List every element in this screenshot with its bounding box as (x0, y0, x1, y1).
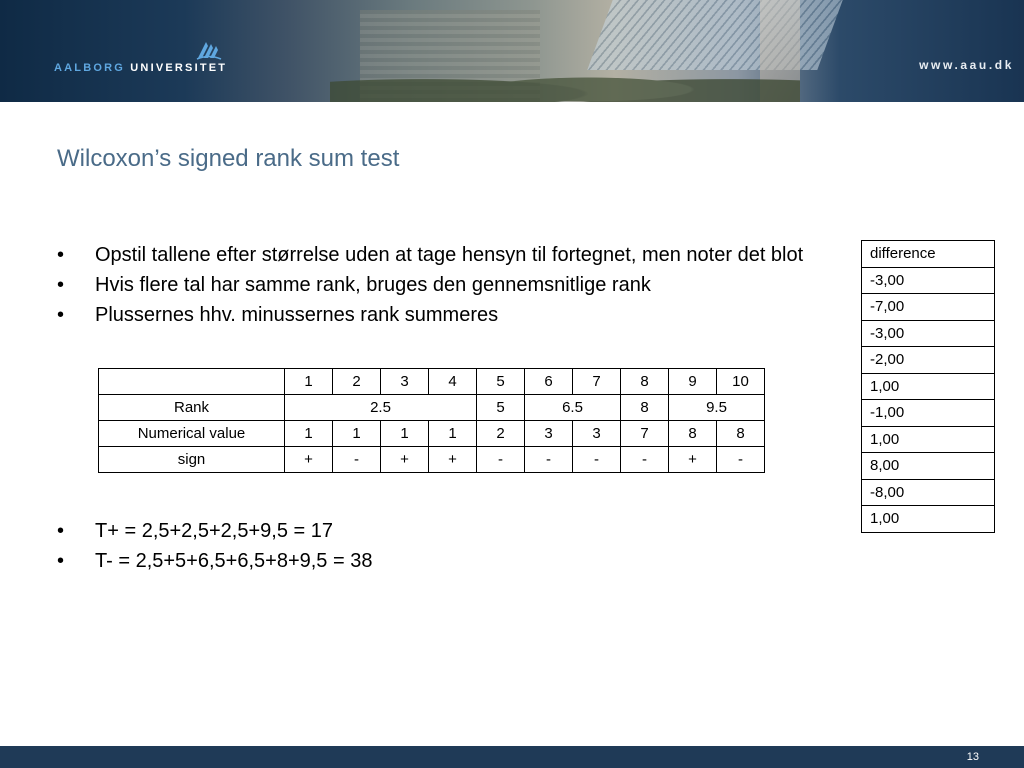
difference-value: 8,00 (862, 453, 995, 480)
site-url[interactable]: www.aau.dk (919, 58, 1014, 72)
table-cell: 1 (333, 421, 381, 447)
bullet-item: • Opstil tallene efter størrelse uden at tage hensyn til fortegnet, men noter det blot (57, 240, 817, 270)
table-cell: - (573, 447, 621, 473)
university-logo-icon (196, 40, 222, 60)
row-label: Numerical value (99, 421, 285, 447)
difference-header: difference (862, 241, 995, 268)
table-cell: 2 (333, 369, 381, 395)
difference-value: -3,00 (862, 320, 995, 347)
table-cell: - (333, 447, 381, 473)
difference-value: 1,00 (862, 426, 995, 453)
table-cell: 8 (717, 421, 765, 447)
table-cell: + (669, 447, 717, 473)
row-label: Rank (99, 395, 285, 421)
table-cell: 3 (381, 369, 429, 395)
row-label: sign (99, 447, 285, 473)
rank-table-rank-row (99, 395, 765, 421)
table-cell: 1 (285, 421, 333, 447)
table-cell: - (477, 447, 525, 473)
table-cell: - (525, 447, 573, 473)
university-logo-text (54, 62, 227, 74)
rank-table-header-row (99, 369, 765, 395)
rank-table-sign-row (99, 447, 765, 473)
table-cell: 10 (717, 369, 765, 395)
table-cell: 2 (477, 421, 525, 447)
difference-value: -7,00 (862, 294, 995, 321)
page-number: 13 (966, 751, 979, 763)
bullet-item: • T- = 2,5+5+6,5+6,5+8+9,5 = 38 (57, 546, 817, 576)
header-banner (0, 0, 1024, 102)
bullet-list-bottom (57, 516, 817, 576)
table-cell: + (285, 447, 333, 473)
table-cell: 5 (477, 395, 525, 421)
footer-bar (0, 746, 1024, 768)
difference-value: 1,00 (862, 373, 995, 400)
table-cell: - (621, 447, 669, 473)
table-cell: 2.5 (285, 395, 477, 421)
table-cell: 7 (573, 369, 621, 395)
table-cell: 1 (381, 421, 429, 447)
table-cell: 5 (477, 369, 525, 395)
table-cell: + (381, 447, 429, 473)
table-cell: 6 (525, 369, 573, 395)
table-cell: 9.5 (669, 395, 765, 421)
difference-value: -8,00 (862, 479, 995, 506)
table-cell: 8 (621, 369, 669, 395)
table-cell: + (429, 447, 477, 473)
table-cell: 7 (621, 421, 669, 447)
difference-value: -3,00 (862, 267, 995, 294)
table-cell: 1 (429, 421, 477, 447)
bullet-item: • Plussernes hhv. minussernes rank summeres (57, 300, 817, 330)
rank-table (98, 368, 765, 473)
table-cell: 3 (525, 421, 573, 447)
bullet-item: • T+ = 2,5+2,5+2,5+9,5 = 17 (57, 516, 817, 546)
table-cell (99, 369, 285, 395)
table-cell: 6.5 (525, 395, 621, 421)
building-photo-trees (330, 60, 800, 102)
bullet-list-top (57, 240, 817, 330)
table-cell: 8 (621, 395, 669, 421)
table-cell: 3 (573, 421, 621, 447)
logo-word-aalborg: AALBORG (54, 62, 126, 74)
table-cell: 9 (669, 369, 717, 395)
logo-word-universitet: UNIVERSITET (130, 62, 228, 74)
slide-title: Wilcoxon’s signed rank sum test (57, 145, 400, 172)
table-cell: 1 (285, 369, 333, 395)
difference-value: 1,00 (862, 506, 995, 533)
difference-value: -2,00 (862, 347, 995, 374)
difference-value: -1,00 (862, 400, 995, 427)
table-cell: 8 (669, 421, 717, 447)
rank-table-numerical-row (99, 421, 765, 447)
table-cell: - (717, 447, 765, 473)
bullet-item: • Hvis flere tal har samme rank, bruges den gennemsnitlige rank (57, 270, 817, 300)
difference-table (861, 240, 995, 533)
table-cell: 4 (429, 369, 477, 395)
